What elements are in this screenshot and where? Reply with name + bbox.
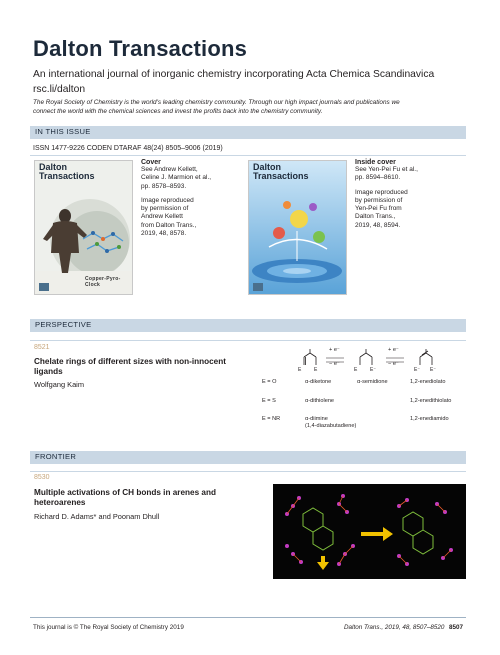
svg-text:E⁻: E⁻	[370, 367, 376, 373]
frontier-bar	[30, 451, 466, 464]
cover-heading: Cover	[141, 159, 161, 166]
footer-copyright: This journal is © The Royal Society of Chemistry 2019	[33, 624, 184, 631]
cover-description	[141, 159, 236, 238]
chelate-scheme-structures	[296, 345, 466, 379]
cover-image-caption: Copper-Pyro-Clock	[85, 276, 121, 288]
perspective-title-line2: ligands	[34, 367, 63, 376]
issn-line: ISSN 1477-9226 CODEN DTARAF 48(24) 8505–9006 (2019)	[33, 145, 223, 152]
scheme-charge-3: + e⁻	[388, 347, 399, 353]
cover-journal-name-line2: Transactions	[39, 171, 95, 181]
rsc-note	[33, 99, 473, 116]
cover-image[interactable]	[34, 160, 133, 295]
scheme-charge-1: + e⁻	[329, 347, 340, 353]
frontier-divider	[30, 471, 466, 472]
inside-cover-journal-name	[253, 163, 309, 181]
cover-reproduced-line4: from Dalton Trans.,	[141, 221, 197, 229]
scheme-charge-4: − e⁻	[388, 361, 399, 367]
inside-cover-see-line1: See Yen-Pei Fu et al.,	[355, 166, 418, 173]
perspective-page: 8521	[34, 344, 50, 351]
inside-cover-image[interactable]	[248, 160, 347, 295]
cover-reproduced-line5: 2019, 48, 8578.	[141, 230, 187, 238]
in-this-issue-bar	[30, 126, 466, 139]
scheme-row2-e: E = S	[262, 398, 276, 404]
scheme-row2-col3: 1,2-enedithiolato	[410, 398, 452, 404]
footer-citation: Dalton Trans., 2019, 48, 8507–8520	[344, 624, 445, 631]
svg-text:E⁻: E⁻	[414, 367, 420, 373]
perspective-bar	[30, 319, 466, 332]
footer-rule	[30, 617, 466, 618]
journal-subtitle: An international journal of inorganic chemistry incorporating Acta Chemica Scandinavica	[33, 69, 435, 80]
cover-reproduced-line3: Andrew Kellett	[141, 213, 183, 221]
perspective-divider	[30, 340, 466, 341]
frontier-title[interactable]	[34, 488, 264, 508]
svg-text:E⁻: E⁻	[430, 367, 436, 373]
svg-text:E: E	[314, 367, 318, 373]
frontier-authors: Richard D. Adams* and Poonam Dhull	[34, 512, 160, 521]
scheme-row3-col3: 1,2-enediamido	[410, 416, 449, 422]
inside-cover-see-line2: pp. 8594–8610.	[355, 174, 401, 182]
cover-reproduced-line2: by permission of	[141, 205, 189, 213]
frontier-graphic	[273, 484, 466, 579]
scheme-row3-col1: α-diimine	[305, 416, 328, 422]
cover-journal-name-line1: Dalton	[39, 162, 67, 172]
issn-divider	[30, 155, 466, 156]
inside-cover-journal-name-line2: Transactions	[253, 171, 309, 181]
inside-cover-description	[355, 159, 465, 230]
frontier-title-line1: Multiple activations of CH bonds in arenes and	[34, 488, 216, 497]
frontier-page: 8530	[34, 474, 50, 481]
in-this-issue-label: IN THIS ISSUE	[35, 127, 91, 136]
inside-cover-reproduced-line5: 2019, 48, 8594.	[355, 221, 401, 229]
cover-journal-name	[39, 163, 95, 181]
svg-text:E: E	[354, 367, 358, 373]
perspective-title[interactable]	[34, 357, 264, 377]
cover-see-line2: Celine J. Marmion et al.,	[141, 174, 212, 182]
journal-title: Dalton Transactions	[33, 36, 248, 61]
inside-cover-reproduced-line3: Yen-Pei Fu from	[355, 205, 402, 213]
svg-text:E: E	[298, 367, 302, 373]
perspective-title-line1: Chelate rings of different sizes with non-innocent	[34, 357, 226, 366]
rsc-note-line1: The Royal Society of Chemistry is the world’s leading chemistry community. Through our high impact journals and publications we	[33, 99, 400, 106]
cover-reproduced-line1: Image reproduced	[141, 196, 194, 204]
journal-url[interactable]: rsc.li/dalton	[33, 84, 86, 95]
frontier-label: FRONTIER	[35, 452, 77, 461]
frontier-title-line2: heteroarenes	[34, 498, 86, 507]
inside-cover-reproduced-line4: Dalton Trans.,	[355, 213, 396, 221]
scheme-row2-col1: α-dithiolene	[305, 398, 335, 404]
scheme-row3-e: E = NR	[262, 416, 281, 422]
perspective-authors: Wolfgang Kaim	[34, 380, 84, 389]
scheme-row3-col1b: (1,4-diazabutadiene)	[305, 423, 357, 429]
footer-page-number: 8507	[449, 624, 464, 631]
cover-see-line1: See Andrew Kellett,	[141, 166, 198, 173]
scheme-row1-col1: α-diketone	[305, 379, 332, 385]
scheme-row1-col2: α-semidione	[357, 379, 388, 385]
inside-cover-reproduced-line1: Image reproduced	[355, 188, 408, 196]
inside-cover-heading: Inside cover	[355, 159, 396, 166]
scheme-row1-col3: 1,2-enediolato	[410, 379, 446, 385]
inside-cover-reproduced-line2: by permission of	[355, 196, 403, 204]
scheme-charge-2: − e⁻	[329, 361, 340, 367]
cover-see-line3: pp. 8578–8593.	[141, 182, 187, 190]
rsc-note-line2: connect the world with the chemical sciences and invest the profits back into the chemistry community.	[33, 107, 323, 115]
scheme-row1-e: E = O	[262, 379, 277, 385]
inside-cover-journal-name-line1: Dalton	[253, 162, 281, 172]
perspective-label: PERSPECTIVE	[35, 320, 92, 329]
